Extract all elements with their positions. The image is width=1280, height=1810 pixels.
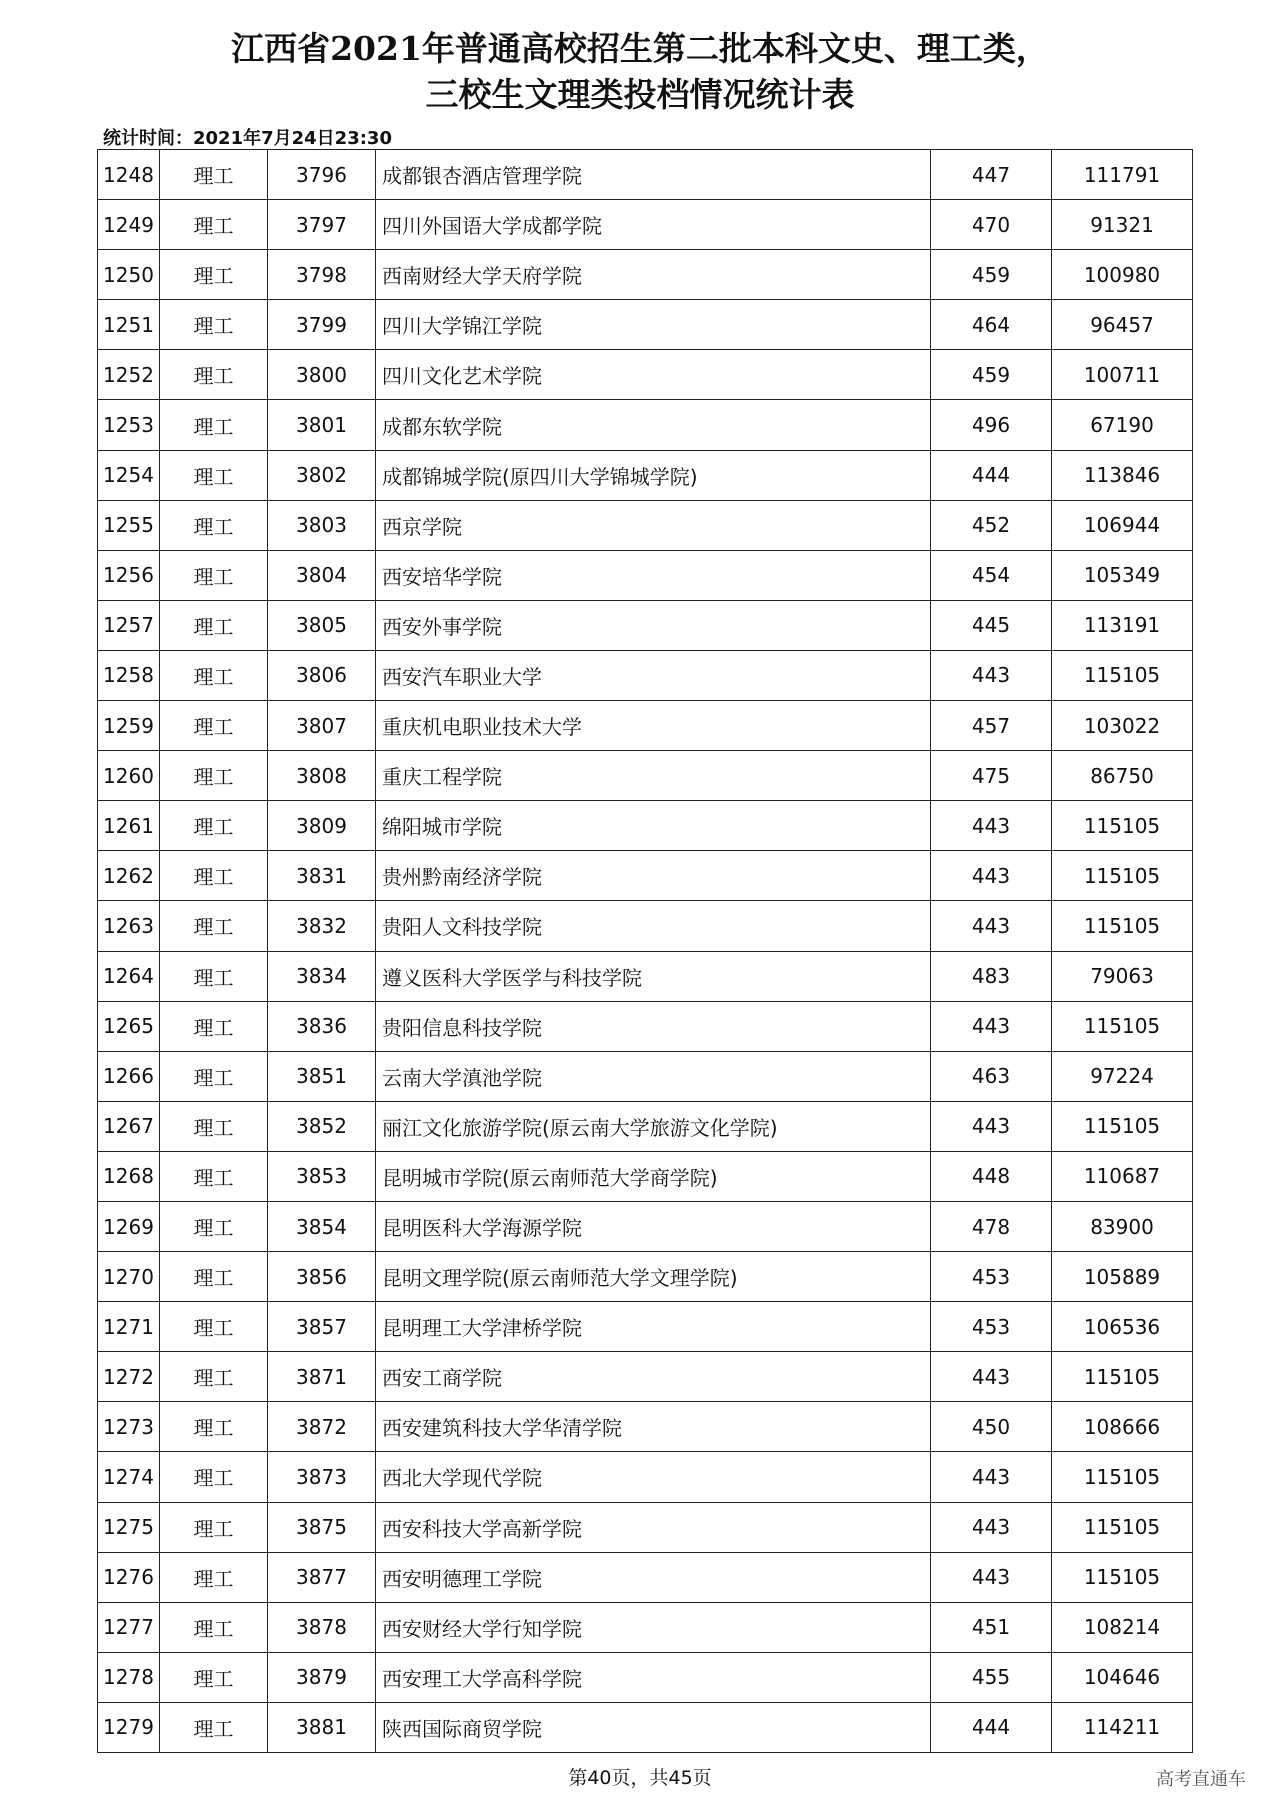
cell-school: 西安科技大学高新学院 xyxy=(376,1502,931,1552)
cell-code: 3877 xyxy=(268,1552,376,1602)
cell-score: 443 xyxy=(931,901,1052,951)
cell-code: 3800 xyxy=(268,350,376,400)
page-title-line2: 三校生文理类投档情况统计表 xyxy=(425,75,855,114)
cell-code: 3806 xyxy=(268,650,376,700)
cell-no: 1259 xyxy=(98,701,160,751)
cell-no: 1276 xyxy=(98,1552,160,1602)
cell-code: 3805 xyxy=(268,600,376,650)
cell-category: 理工 xyxy=(160,450,268,500)
cell-category: 理工 xyxy=(160,1252,268,1302)
cell-category: 理工 xyxy=(160,1101,268,1151)
cell-category: 理工 xyxy=(160,350,268,400)
cell-rank: 113191 xyxy=(1052,600,1193,650)
cell-rank: 103022 xyxy=(1052,701,1193,751)
cell-rank: 83900 xyxy=(1052,1201,1193,1251)
cell-school: 西安外事学院 xyxy=(376,600,931,650)
cell-rank: 115105 xyxy=(1052,1452,1193,1502)
table-row xyxy=(98,1352,1193,1402)
cell-no: 1277 xyxy=(98,1602,160,1652)
cell-no: 1252 xyxy=(98,350,160,400)
cell-code: 3857 xyxy=(268,1302,376,1352)
cell-category: 理工 xyxy=(160,951,268,1001)
cell-code: 3799 xyxy=(268,300,376,350)
cell-rank: 108666 xyxy=(1052,1402,1193,1452)
cell-rank: 100711 xyxy=(1052,350,1193,400)
cell-code: 3807 xyxy=(268,701,376,751)
cell-score: 483 xyxy=(931,951,1052,1001)
cell-no: 1279 xyxy=(98,1702,160,1752)
table-row xyxy=(98,1201,1193,1251)
cell-code: 3872 xyxy=(268,1402,376,1452)
cell-rank: 115105 xyxy=(1052,1352,1193,1402)
cell-code: 3798 xyxy=(268,250,376,300)
watermark: 高考直通车 xyxy=(1156,1769,1246,1790)
cell-category: 理工 xyxy=(160,1652,268,1702)
table-row xyxy=(98,550,1193,600)
page-title-line1: 江西省2021年普通高校招生第二批本科文史、理工类， xyxy=(231,29,1049,68)
cell-no: 1278 xyxy=(98,1652,160,1702)
cell-school: 贵阳信息科技学院 xyxy=(376,1001,931,1051)
cell-rank: 86750 xyxy=(1052,751,1193,801)
cell-score: 454 xyxy=(931,550,1052,600)
cell-rank: 113846 xyxy=(1052,450,1193,500)
cell-no: 1254 xyxy=(98,450,160,500)
cell-category: 理工 xyxy=(160,1302,268,1352)
cell-rank: 104646 xyxy=(1052,1652,1193,1702)
cell-no: 1265 xyxy=(98,1001,160,1051)
cell-no: 1260 xyxy=(98,751,160,801)
cell-no: 1251 xyxy=(98,300,160,350)
cell-code: 3851 xyxy=(268,1051,376,1101)
table-row xyxy=(98,901,1193,951)
table-row xyxy=(98,250,1193,300)
cell-code: 3881 xyxy=(268,1702,376,1752)
cell-score: 443 xyxy=(931,1502,1052,1552)
cell-category: 理工 xyxy=(160,200,268,250)
cell-school: 西安理工大学高科学院 xyxy=(376,1652,931,1702)
cell-no: 1272 xyxy=(98,1352,160,1402)
cell-score: 443 xyxy=(931,851,1052,901)
cell-rank: 67190 xyxy=(1052,400,1193,450)
cell-code: 3878 xyxy=(268,1602,376,1652)
table-row xyxy=(98,1652,1193,1702)
cell-code: 3871 xyxy=(268,1352,376,1402)
cell-code: 3802 xyxy=(268,450,376,500)
page-footer: 第40页，共45页 xyxy=(568,1767,712,1789)
cell-score: 444 xyxy=(931,1702,1052,1752)
cell-school: 西安培华学院 xyxy=(376,550,931,600)
cell-score: 444 xyxy=(931,450,1052,500)
cell-rank: 97224 xyxy=(1052,1051,1193,1101)
cell-code: 3854 xyxy=(268,1201,376,1251)
table-row xyxy=(98,1702,1193,1752)
cell-category: 理工 xyxy=(160,400,268,450)
cell-school: 西南财经大学天府学院 xyxy=(376,250,931,300)
cell-school: 云南大学滇池学院 xyxy=(376,1051,931,1101)
cell-no: 1253 xyxy=(98,400,160,450)
cell-category: 理工 xyxy=(160,1051,268,1101)
table-row xyxy=(98,1001,1193,1051)
cell-code: 3809 xyxy=(268,801,376,851)
table-row xyxy=(98,1051,1193,1101)
table-row xyxy=(98,851,1193,901)
cell-category: 理工 xyxy=(160,1452,268,1502)
cell-no: 1270 xyxy=(98,1252,160,1302)
cell-school: 西安建筑科技大学华清学院 xyxy=(376,1402,931,1452)
cell-rank: 105889 xyxy=(1052,1252,1193,1302)
cell-category: 理工 xyxy=(160,1502,268,1552)
stat-time: 统计时间：2021年7月24日23:30 xyxy=(103,128,392,149)
cell-rank: 110687 xyxy=(1052,1151,1193,1201)
cell-rank: 115105 xyxy=(1052,1101,1193,1151)
table-row xyxy=(98,1402,1193,1452)
cell-score: 448 xyxy=(931,1151,1052,1201)
cell-rank: 91321 xyxy=(1052,200,1193,250)
cell-school: 遵义医科大学医学与科技学院 xyxy=(376,951,931,1001)
table-row xyxy=(98,1602,1193,1652)
table-row xyxy=(98,751,1193,801)
cell-code: 3808 xyxy=(268,751,376,801)
cell-no: 1264 xyxy=(98,951,160,1001)
cell-no: 1267 xyxy=(98,1101,160,1151)
cell-school: 成都锦城学院(原四川大学锦城学院) xyxy=(376,450,931,500)
cell-school: 绵阳城市学院 xyxy=(376,801,931,851)
cell-score: 443 xyxy=(931,1352,1052,1402)
table-row xyxy=(98,200,1193,250)
table-row xyxy=(98,1101,1193,1151)
cell-school: 西安汽车职业大学 xyxy=(376,650,931,700)
table-row xyxy=(98,150,1193,200)
cell-school: 重庆机电职业技术大学 xyxy=(376,701,931,751)
table-row xyxy=(98,600,1193,650)
cell-no: 1261 xyxy=(98,801,160,851)
cell-rank: 100980 xyxy=(1052,250,1193,300)
cell-score: 443 xyxy=(931,650,1052,700)
cell-code: 3831 xyxy=(268,851,376,901)
cell-school: 西北大学现代学院 xyxy=(376,1452,931,1502)
cell-rank: 105349 xyxy=(1052,550,1193,600)
cell-score: 463 xyxy=(931,1051,1052,1101)
cell-code: 3832 xyxy=(268,901,376,951)
cell-score: 470 xyxy=(931,200,1052,250)
table-row xyxy=(98,350,1193,400)
cell-score: 464 xyxy=(931,300,1052,350)
cell-rank: 115105 xyxy=(1052,1502,1193,1552)
table-row xyxy=(98,1302,1193,1352)
cell-code: 3836 xyxy=(268,1001,376,1051)
cell-score: 443 xyxy=(931,1452,1052,1502)
cell-score: 457 xyxy=(931,701,1052,751)
table-row xyxy=(98,1552,1193,1602)
cell-score: 443 xyxy=(931,1552,1052,1602)
cell-category: 理工 xyxy=(160,901,268,951)
cell-code: 3873 xyxy=(268,1452,376,1502)
cell-code: 3879 xyxy=(268,1652,376,1702)
cell-score: 459 xyxy=(931,250,1052,300)
cell-category: 理工 xyxy=(160,751,268,801)
cell-rank: 96457 xyxy=(1052,300,1193,350)
cell-school: 西安财经大学行知学院 xyxy=(376,1602,931,1652)
cell-rank: 106944 xyxy=(1052,500,1193,550)
cell-no: 1262 xyxy=(98,851,160,901)
table-row xyxy=(98,400,1193,450)
cell-code: 3853 xyxy=(268,1151,376,1201)
cell-school: 贵州黔南经济学院 xyxy=(376,851,931,901)
cell-rank: 115105 xyxy=(1052,851,1193,901)
table-row xyxy=(98,701,1193,751)
cell-school: 昆明城市学院(原云南师范大学商学院) xyxy=(376,1151,931,1201)
cell-category: 理工 xyxy=(160,1001,268,1051)
table-row xyxy=(98,1252,1193,1302)
admission-table xyxy=(97,149,1193,1753)
cell-no: 1269 xyxy=(98,1201,160,1251)
cell-school: 四川大学锦江学院 xyxy=(376,300,931,350)
cell-category: 理工 xyxy=(160,1552,268,1602)
cell-school: 四川文化艺术学院 xyxy=(376,350,931,400)
cell-category: 理工 xyxy=(160,1201,268,1251)
cell-rank: 111791 xyxy=(1052,150,1193,200)
cell-school: 贵阳人文科技学院 xyxy=(376,901,931,951)
cell-no: 1266 xyxy=(98,1051,160,1101)
cell-code: 3803 xyxy=(268,500,376,550)
cell-category: 理工 xyxy=(160,150,268,200)
cell-rank: 106536 xyxy=(1052,1302,1193,1352)
cell-category: 理工 xyxy=(160,1352,268,1402)
table-row xyxy=(98,951,1193,1001)
cell-rank: 115105 xyxy=(1052,901,1193,951)
cell-no: 1255 xyxy=(98,500,160,550)
cell-school: 陕西国际商贸学院 xyxy=(376,1702,931,1752)
cell-no: 1249 xyxy=(98,200,160,250)
cell-score: 447 xyxy=(931,150,1052,200)
cell-no: 1263 xyxy=(98,901,160,951)
cell-code: 3834 xyxy=(268,951,376,1001)
cell-score: 452 xyxy=(931,500,1052,550)
table-row xyxy=(98,801,1193,851)
cell-score: 443 xyxy=(931,1001,1052,1051)
cell-code: 3875 xyxy=(268,1502,376,1552)
cell-school: 西安明德理工学院 xyxy=(376,1552,931,1602)
cell-score: 478 xyxy=(931,1201,1052,1251)
cell-no: 1257 xyxy=(98,600,160,650)
cell-no: 1268 xyxy=(98,1151,160,1201)
table-row xyxy=(98,650,1193,700)
table-row xyxy=(98,450,1193,500)
cell-score: 475 xyxy=(931,751,1052,801)
cell-category: 理工 xyxy=(160,701,268,751)
cell-rank: 114211 xyxy=(1052,1702,1193,1752)
cell-rank: 115105 xyxy=(1052,801,1193,851)
cell-school: 四川外国语大学成都学院 xyxy=(376,200,931,250)
cell-code: 3796 xyxy=(268,150,376,200)
cell-school: 丽江文化旅游学院(原云南大学旅游文化学院) xyxy=(376,1101,931,1151)
cell-school: 昆明理工大学津桥学院 xyxy=(376,1302,931,1352)
cell-code: 3852 xyxy=(268,1101,376,1151)
cell-school: 成都东软学院 xyxy=(376,400,931,450)
cell-category: 理工 xyxy=(160,801,268,851)
cell-score: 443 xyxy=(931,1101,1052,1151)
cell-category: 理工 xyxy=(160,1602,268,1652)
table-row xyxy=(98,500,1193,550)
cell-score: 443 xyxy=(931,801,1052,851)
cell-category: 理工 xyxy=(160,851,268,901)
cell-category: 理工 xyxy=(160,600,268,650)
cell-score: 453 xyxy=(931,1302,1052,1352)
cell-rank: 79063 xyxy=(1052,951,1193,1001)
cell-no: 1248 xyxy=(98,150,160,200)
cell-score: 445 xyxy=(931,600,1052,650)
cell-rank: 115105 xyxy=(1052,650,1193,700)
cell-code: 3797 xyxy=(268,200,376,250)
cell-no: 1271 xyxy=(98,1302,160,1352)
cell-school: 西京学院 xyxy=(376,500,931,550)
cell-school: 成都银杏酒店管理学院 xyxy=(376,150,931,200)
cell-category: 理工 xyxy=(160,1402,268,1452)
cell-category: 理工 xyxy=(160,550,268,600)
cell-score: 451 xyxy=(931,1602,1052,1652)
cell-score: 453 xyxy=(931,1252,1052,1302)
cell-score: 450 xyxy=(931,1402,1052,1452)
cell-school: 西安工商学院 xyxy=(376,1352,931,1402)
cell-category: 理工 xyxy=(160,1702,268,1752)
cell-school: 重庆工程学院 xyxy=(376,751,931,801)
cell-category: 理工 xyxy=(160,650,268,700)
cell-rank: 115105 xyxy=(1052,1552,1193,1602)
table-row xyxy=(98,1452,1193,1502)
cell-code: 3801 xyxy=(268,400,376,450)
cell-no: 1275 xyxy=(98,1502,160,1552)
cell-score: 496 xyxy=(931,400,1052,450)
cell-no: 1250 xyxy=(98,250,160,300)
cell-category: 理工 xyxy=(160,500,268,550)
cell-rank: 108214 xyxy=(1052,1602,1193,1652)
table-row xyxy=(98,1151,1193,1201)
cell-school: 昆明医科大学海源学院 xyxy=(376,1201,931,1251)
cell-score: 455 xyxy=(931,1652,1052,1702)
cell-category: 理工 xyxy=(160,250,268,300)
cell-category: 理工 xyxy=(160,1151,268,1201)
cell-no: 1256 xyxy=(98,550,160,600)
cell-code: 3856 xyxy=(268,1252,376,1302)
table-row xyxy=(98,300,1193,350)
cell-score: 459 xyxy=(931,350,1052,400)
cell-no: 1258 xyxy=(98,650,160,700)
cell-rank: 115105 xyxy=(1052,1001,1193,1051)
cell-school: 昆明文理学院(原云南师范大学文理学院) xyxy=(376,1252,931,1302)
table-row xyxy=(98,1502,1193,1552)
cell-code: 3804 xyxy=(268,550,376,600)
cell-no: 1273 xyxy=(98,1402,160,1452)
cell-category: 理工 xyxy=(160,300,268,350)
cell-no: 1274 xyxy=(98,1452,160,1502)
